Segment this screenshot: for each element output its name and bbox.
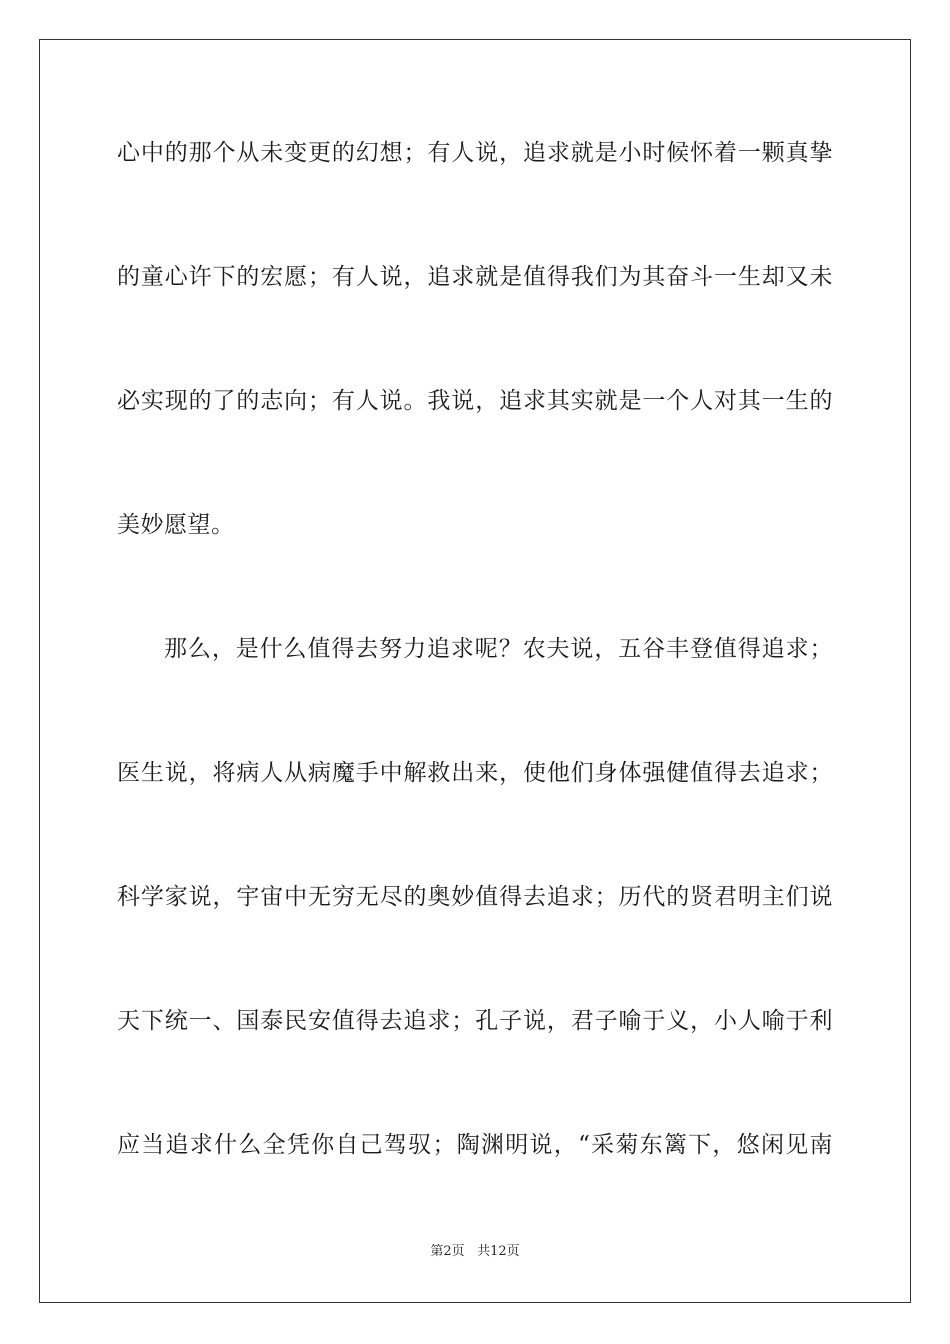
text-line-1: 心中的那个从未变更的幻想；有人说，追求就是小时候怀着一颗真挚 — [117, 140, 833, 166]
text-line-9: 应当追求什么全凭你自己驾驭；陶渊明说，“采菊东篱下，悠闲见南 — [117, 1132, 833, 1158]
text-line-2: 的童心许下的宏愿；有人说，追求就是值得我们为其奋斗一生却又未 — [117, 264, 833, 290]
page-border — [39, 39, 911, 1303]
page-total: 共12页 — [477, 1244, 520, 1259]
text-line-4: 美妙愿望。 — [117, 512, 235, 538]
text-line-5: 那么，是什么值得去努力追求呢？农夫说，五谷丰登值得追求； — [164, 636, 833, 662]
text-line-7: 科学家说，宇宙中无穷无尽的奥妙值得去追求；历代的贤君明主们说 — [117, 884, 833, 910]
page-footer — [0, 1243, 950, 1261]
page-number: 第2页 — [430, 1244, 465, 1259]
text-line-3: 必实现的了的志向；有人说。我说，追求其实就是一个人对其一生的 — [117, 388, 833, 414]
text-line-8: 天下统一、国泰民安值得去追求；孔子说，君子喻于义，小人喻于利 — [117, 1008, 833, 1034]
text-line-6: 医生说，将病人从病魔手中解救出来，使他们身体强健值得去追求； — [117, 760, 833, 786]
